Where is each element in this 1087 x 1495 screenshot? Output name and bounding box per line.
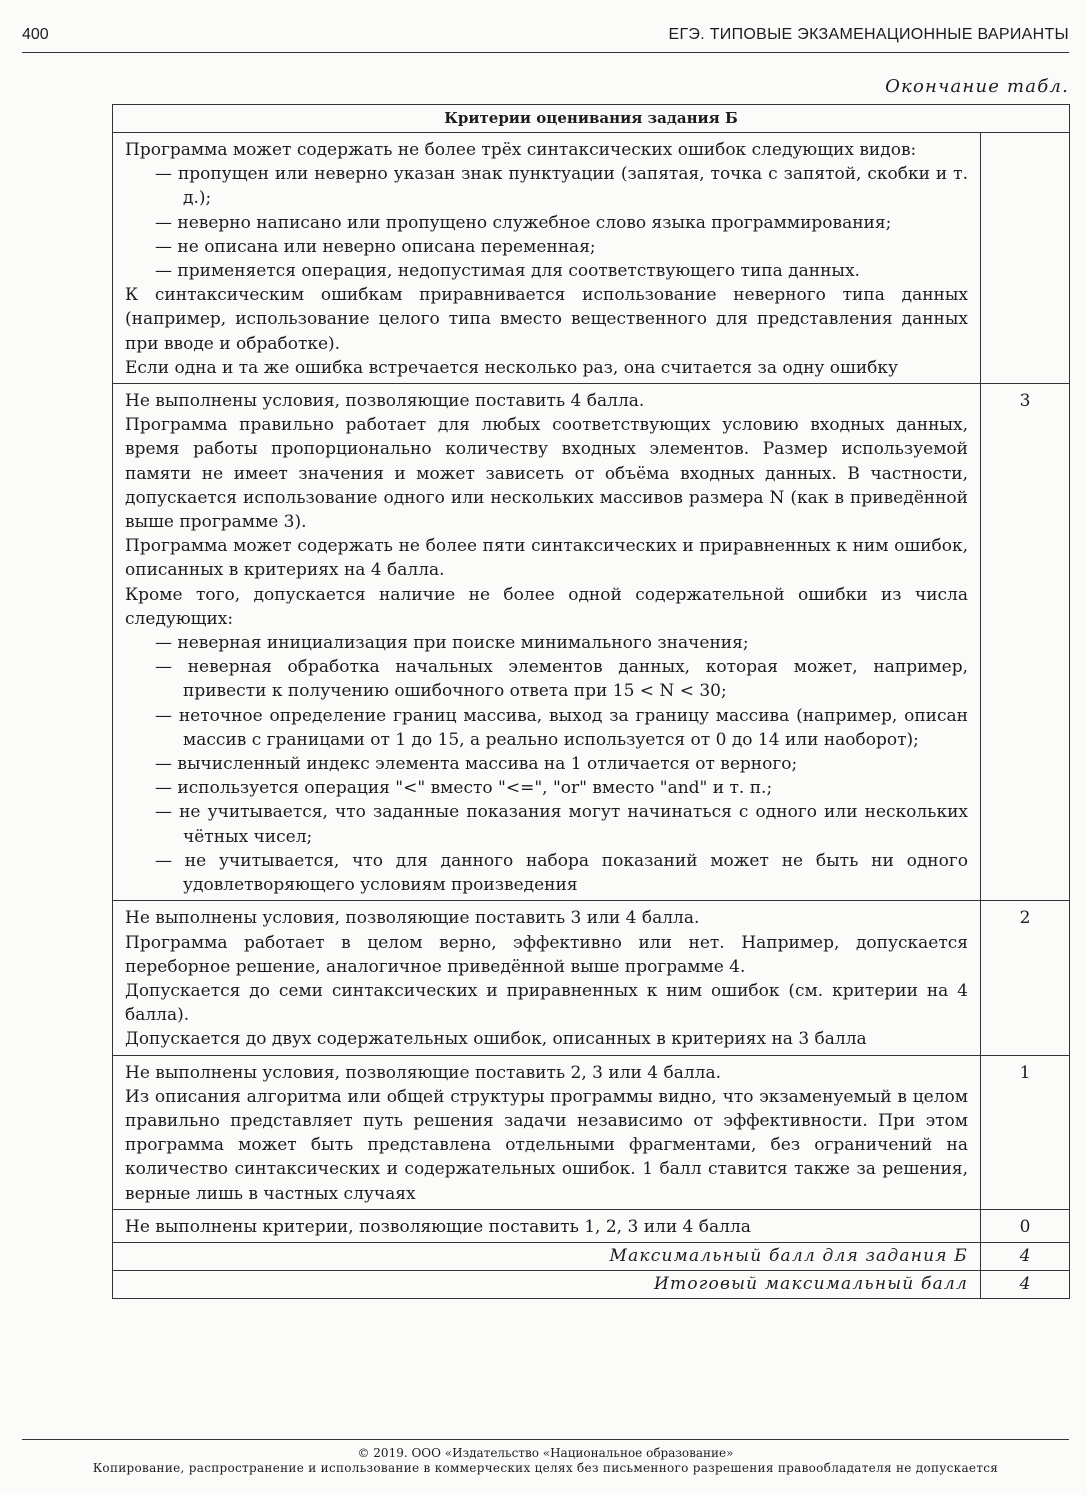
criteria-paragraph: Если одна и та же ошибка встречается несколько раз, она считается за одну ошибку (125, 357, 899, 378)
page-number: 400 (22, 26, 49, 43)
criteria-table (112, 104, 1070, 1299)
criteria-description (113, 384, 981, 901)
total-label: Итоговый максимальный балл (113, 1271, 981, 1299)
criteria-paragraph: Программа может содержать не более пяти синтаксических и приравненных к ним ошибок, описанных в критериях на 4 балла. (125, 536, 968, 581)
total-row (113, 1242, 1070, 1270)
criteria-paragraph: Не выполнены условия, позволяющие поставить 2, 3 или 4 балла. (125, 1062, 721, 1083)
criteria-score: 3 (981, 384, 1070, 901)
criteria-paragraph: Программа может содержать не более трёх синтаксических ошибок следующих видов: (125, 140, 917, 160)
criteria-paragraph: Кроме того, допускается наличие не более одной содержательной ошибки из числа следующих: (125, 584, 968, 629)
criteria-list-item: — используется операция "<" вместо "<=", "or" вместо "and" и т. п.; (155, 778, 773, 799)
criteria-paragraph: Не выполнены условия, позволяющие поставить 3 или 4 балла. (125, 908, 700, 929)
criteria-row (113, 1055, 1070, 1209)
criteria-list-item: — пропущен или неверно указан знак пунктуации (запятая, точка с запятой, скобки и т. д.); (155, 164, 968, 209)
criteria-list-item: — неверно написано или пропущено служебное слово языка программирования; (155, 212, 892, 233)
criteria-score: 2 (981, 901, 1070, 1055)
page-header (22, 22, 1069, 53)
criteria-list-item: — неверная обработка начальных элементов данных, которая может, например, привести к получению ошибочного ответа при 15 < N < 30; (155, 657, 968, 702)
criteria-paragraph: Программа работает в целом верно, эффективно или нет. Например, допускается переборное решение, аналогичное приведённой выше программе 4. (125, 932, 968, 977)
criteria-score: 0 (981, 1209, 1070, 1242)
table-continuation-caption: Окончание табл. (885, 76, 1069, 97)
criteria-row (113, 384, 1070, 901)
criteria-row (113, 901, 1070, 1055)
criteria-list-item: — не учитывается, что заданные показания могут начинаться с одного или нескольких чётных чисел; (155, 802, 968, 847)
criteria-list-item: — неверная инициализация при поиске минимального значения; (155, 633, 749, 654)
total-row (113, 1271, 1070, 1299)
criteria-list-item: — вычисленный индекс элемента массива на 1 отличается от верного; (155, 754, 798, 775)
criteria-list-item: — неточное определение границ массива, выход за границу массива (например, описан массив с границами от 1 до 15, а реально используется от 0 до 14 или наоборот); (155, 705, 968, 750)
criteria-paragraph: Не выполнены условия, позволяющие поставить 4 балла. (125, 391, 645, 412)
criteria-description (113, 133, 981, 384)
criteria-row (113, 1209, 1070, 1242)
criteria-list-item: — не описана или неверно описана переменная; (155, 236, 596, 257)
criteria-list-item: — применяется операция, недопустимая для соответствующего типа данных. (155, 261, 860, 282)
total-label: Максимальный балл для задания Б (113, 1242, 981, 1270)
criteria-paragraph: Допускается до семи синтаксических и приравненных к ним ошибок (см. критерии на 4 балла). (125, 980, 968, 1026)
criteria-paragraph: Допускается до двух содержательных ошибок, описанных в критериях на 3 балла (125, 1029, 867, 1050)
total-value: 4 (981, 1242, 1070, 1270)
criteria-list-item: — не учитывается, что для данного набора показаний может не быть ни одного удовлетворяющего условиям произведения (155, 850, 968, 896)
criteria-paragraph: Не выполнены критерии, позволяющие поставить 1, 2, 3 или 4 балла (125, 1216, 751, 1237)
criteria-paragraph: Из описания алгоритма или общей структуры программы видно, что экзаменуемый в целом правильно представляет путь решения задачи независимо от эффективности. При этом программа может быть представлена отдельными фрагментами, без ограничений на количество синтаксических и содержательных ошибок. 1 балл ставится также за решения, верные лишь в частных случаях (125, 1086, 968, 1204)
criteria-description (113, 1055, 981, 1209)
criteria-score: 1 (981, 1055, 1070, 1209)
criteria-description (113, 901, 981, 1055)
criteria-row (113, 133, 1070, 384)
table-header-row (113, 105, 1070, 133)
footer-copyright: © 2019. ООО «Издательство «Национальное образование» (357, 1446, 734, 1460)
criteria-paragraph: К синтаксическим ошибкам приравнивается использование неверного типа данных (например, использование целого типа вместо вещественного для представления данных при вводе и обработке). (125, 285, 968, 354)
criteria-paragraph: Программа правильно работает для любых соответствующих условию входных данных, время работы пропорционально количеству входных элементов. Размер используемой памяти не имеет значения и может зависеть от объёма входных данных. В частности, допускается использование одного или нескольких массивов размера N (как в приведённой выше программе 3). (125, 415, 968, 533)
footer-notice: Копирование, распространение и использование в коммерческих целях без письменного разрешения правообладателя не допускается (92, 1461, 999, 1475)
running-title: ЕГЭ. ТИПОВЫЕ ЭКЗАМЕНАЦИОННЫЕ ВАРИАНТЫ (668, 26, 1069, 43)
footer (22, 1439, 1069, 1475)
table-title: Критерии оценивания задания Б (113, 105, 1070, 133)
criteria-description (113, 1209, 981, 1242)
criteria-score (981, 133, 1070, 384)
total-value: 4 (981, 1271, 1070, 1299)
